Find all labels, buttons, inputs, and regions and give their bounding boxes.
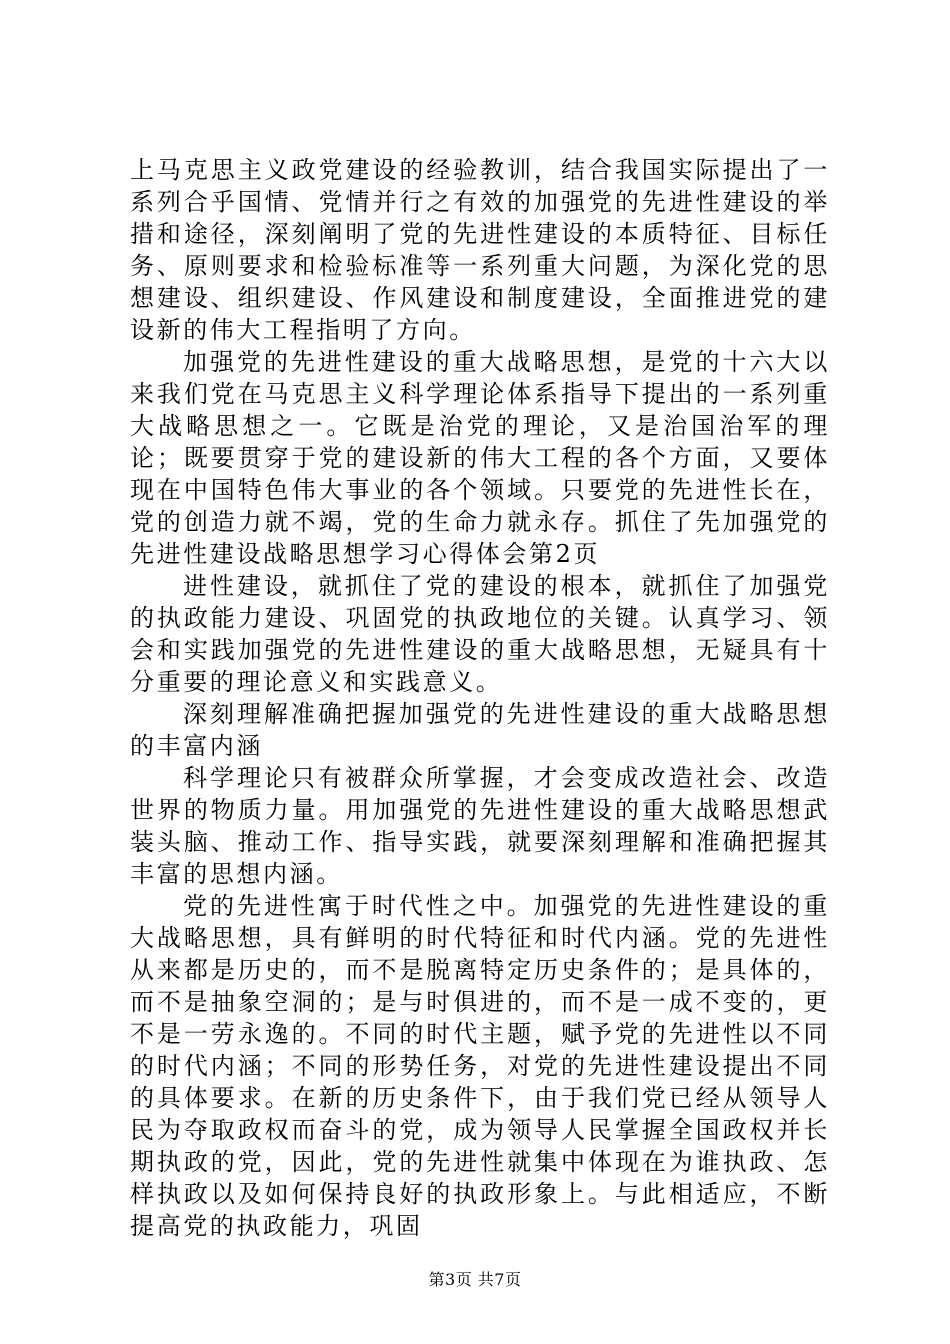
paragraph-3: 进性建设，就抓住了党的建设的根本，就抓住了加强党的执政能力建设、巩固党的执政地位的关键。认真学习、领会和实践加强党的先进性建设的重大战略思想，无疑具有十分重要的理论意义和实践意义。 <box>130 572 830 696</box>
paragraph-6: 党的先进性寓于时代性之中。加强党的先进性建设的重大战略思想，具有鲜明的时代特征和时代内涵。党的先进性从来都是历史的，而不是脱离特定历史条件的；是具体的，而不是抽象空洞的；是与时俱进的，而不是一成不变的，更不是一劳永逸的。不同的时代主题，赋予党的先进性以不同的时代内涵；不同的形势任务，对党的先进性建设提出不同的具体要求。在新的历史条件下，由于我们党已经从领导人民为夺取政权而奋斗的党，成为领导人民掌握全国政权并长期执政的党，因此，党的先进性就集中体现在为谁执政、怎样执政以及如何保持良好的执政形象上。与此相适应，不断提高党的执政能力，巩固 <box>130 892 830 1240</box>
section-heading: 深刻理解准确把握加强党的先进性建设的重大战略思想的丰富内涵 <box>130 700 830 760</box>
paragraph-1: 上马克思主义政党建设的经验教训，结合我国实际提出了一系列合乎国情、党情并行之有效的加强党的先进性建设的举措和途径，深刻阐明了党的先进性建设的本质特征、目标任务、原则要求和检验标准等一系列重大问题，为深化党的思想建设、组织建设、作风建设和制度建设，全面推进党的建设新的伟大工程指明了方向。 <box>130 156 830 344</box>
paragraph-5: 科学理论只有被群众所掌握，才会变成改造社会、改造世界的物质力量。用加强党的先进性建设的重大战略思想武装头脑、推动工作、指导实践，就要深刻理解和准确把握其丰富的思想内涵。 <box>130 764 830 888</box>
paragraph-2: 加强党的先进性建设的重大战略思想，是党的十六大以来我们党在马克思主义科学理论体系指导下提出的一系列重大战略思想之一。它既是治党的理论，又是治国治军的理论；既要贯穿于党的建设新的伟大工程的各个方面，又要体现在中国特色伟大事业的各个领域。只要党的先进性长在，党的创造力就不竭，党的生命力就永存。抓住了先加强党的先进性建设战略思想学习心得体会第2页 <box>130 348 830 568</box>
page-footer: 第3页 共7页 <box>428 1270 522 1289</box>
document-body <box>130 154 830 1242</box>
